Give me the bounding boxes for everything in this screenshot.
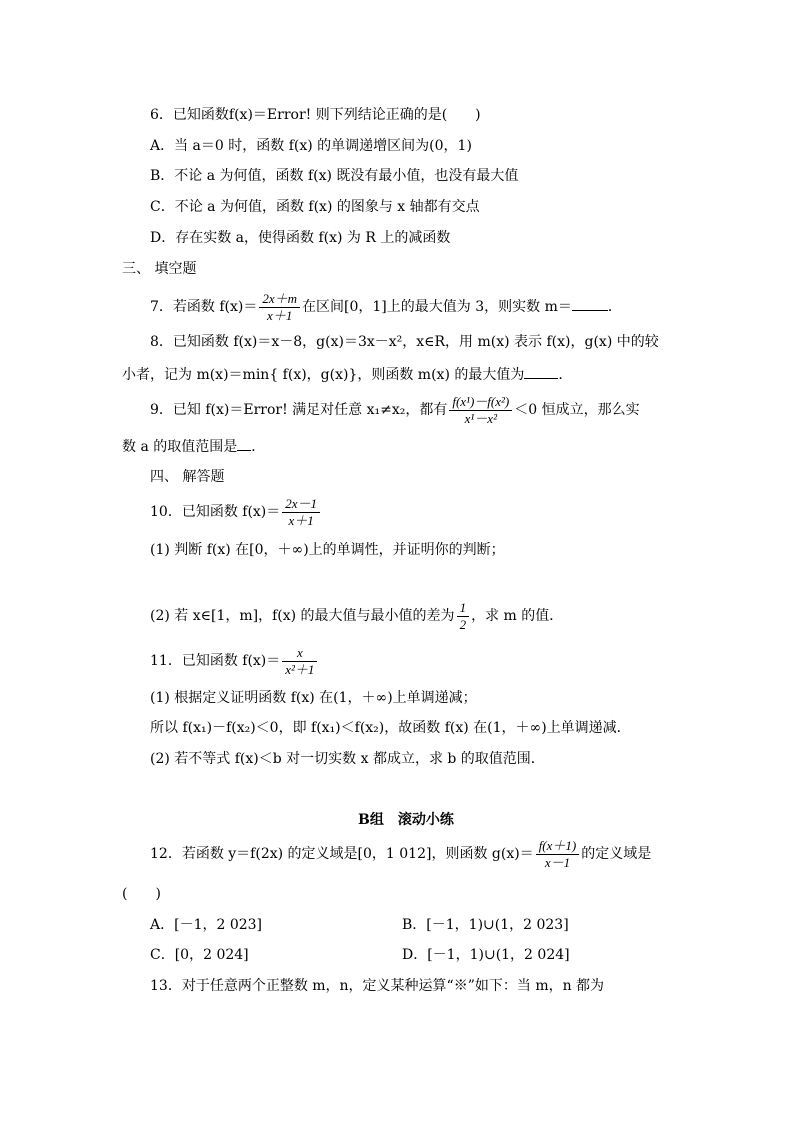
q13-line1: 13．对于任意两个正整数 m，n，定义某种运算“※”如下：当 m，n 都为: [150, 978, 605, 994]
q11-part2: (2) 若不等式 f(x)＜b 对一切实数 x 都成立，求 b 的取值范围．: [150, 751, 545, 767]
q11-prefix: 11．已知函数 f(x)＝: [150, 653, 281, 669]
q9-line2: [122, 436, 265, 457]
q12-suffix: 的定义域是: [581, 846, 652, 862]
q11-numerator: x: [282, 645, 317, 662]
q8-line1: 8．已知函数 f(x)＝x－8，g(x)＝3x－x²，x∈R，用 m(x) 表示 f(x)，g(x) 中的较: [150, 334, 659, 350]
q12-denominator: x－1: [544, 854, 571, 870]
q6-option-a: A．当 a＝0 时，函数 f(x) 的单调递增区间为(0，1): [150, 138, 472, 154]
q8-line2-text: 小者，记为 m(x)＝min{ f(x)，g(x)}，则函数 m(x) 的最大值为: [122, 367, 525, 383]
q10-stem: [150, 495, 322, 529]
q10-prefix: 10．已知函数 f(x)＝: [150, 504, 281, 520]
q7: [150, 290, 622, 324]
q12-option-c: C．[0，2 024]: [150, 947, 249, 963]
q7-answer-blank: [572, 296, 608, 311]
q10-denominator: x＋1: [288, 512, 314, 528]
q7-end: ．: [607, 299, 622, 315]
q7-fraction: [259, 291, 300, 324]
q10-part2-suffix: ，求 m 的值．: [471, 608, 564, 624]
q11-part1: (1) 根据定义证明函数 f(x) 在(1，＋∞)上单调递减；: [150, 690, 477, 706]
q9: [150, 392, 640, 428]
q10-part2: [150, 598, 563, 634]
q12-option-a: A．[－1，2 023]: [150, 917, 263, 933]
q12-fraction: [536, 838, 580, 871]
q10-fraction: [282, 496, 320, 529]
q6-option-d: D．存在实数 a，使得函数 f(x) 为 R 上的减函数: [150, 230, 451, 246]
q11-fraction: [282, 645, 317, 678]
q9-answer-blank: [237, 436, 251, 451]
q12-option-b: B．[－1，1)∪(1，2 023]: [402, 917, 569, 933]
q8-answer-blank: [524, 364, 558, 379]
q9-prefix: 9．已知 f(x)＝Error! 满足对任意 x₁≠x₂，都有: [150, 402, 448, 418]
q7-suffix: 在区间[0，1]上的最大值为 3，则实数 m＝: [302, 299, 572, 315]
q10-part2-prefix: (2) 若 x∈[1，m]，f(x) 的最大值与最小值的差为: [150, 608, 455, 624]
q6-option-c: C．不论 a 为何值，函数 f(x) 的图象与 x 轴都有交点: [150, 199, 480, 215]
q8-line2: [122, 364, 572, 385]
q6-option-b: B．不论 a 为何值，函数 f(x) 既没有最小值，也没有最大值: [150, 168, 519, 184]
q10-part2-numerator: 1: [457, 600, 470, 617]
q12-stem: [150, 836, 651, 872]
q10-numerator: 2x－1: [282, 496, 320, 513]
section-b-heading: B组 滚动小练: [358, 812, 454, 828]
q11-stem: [150, 644, 319, 678]
q9-denominator: x¹－x²: [464, 410, 497, 426]
q9-line2-text: 数 a 的取值范围是: [122, 439, 238, 455]
q10-part2-fraction: [457, 600, 470, 633]
q12-prefix: 12．若函数 y＝f(2x) 的定义域是[0，1 012]，则函数 g(x)＝: [150, 846, 534, 862]
q11-denominator: x²＋1: [285, 661, 315, 677]
q7-prefix: 7．若函数 f(x)＝: [150, 299, 258, 315]
q11-part1-conclusion: 所以 f(x₁)－f(x₂)＜0，即 f(x₁)＜f(x₂)，故函数 f(x) 在(1，＋∞)上单调递减．: [150, 720, 631, 736]
q9-numerator: f(x¹)－f(x²): [449, 394, 512, 411]
q10-part1: (1) 判断 f(x) 在[0，＋∞)上的单调性，并证明你的判断；: [150, 542, 505, 558]
q12-option-d: D．[－1，1)∪(1，2 024]: [402, 947, 570, 963]
q10-part2-denominator: 2: [459, 616, 467, 632]
q9-end: ．: [251, 439, 266, 455]
q9-fraction: [449, 394, 512, 427]
section-answer-heading: 四、 解答题: [150, 469, 225, 485]
q7-denominator: x＋1: [267, 307, 293, 323]
q8-end: ．: [558, 367, 573, 383]
section-fill-in-heading: 三、 填空题: [122, 261, 197, 277]
q12-answer-paren: ( ): [122, 886, 161, 902]
q9-suffix: ＜0 恒成立，那么实: [514, 402, 640, 418]
q12-numerator: f(x＋1): [536, 838, 580, 855]
q6-stem: 6．已知函数f(x)＝Error! 则下列结论正确的是( ): [150, 107, 481, 123]
q7-numerator: 2x＋m: [259, 291, 300, 308]
